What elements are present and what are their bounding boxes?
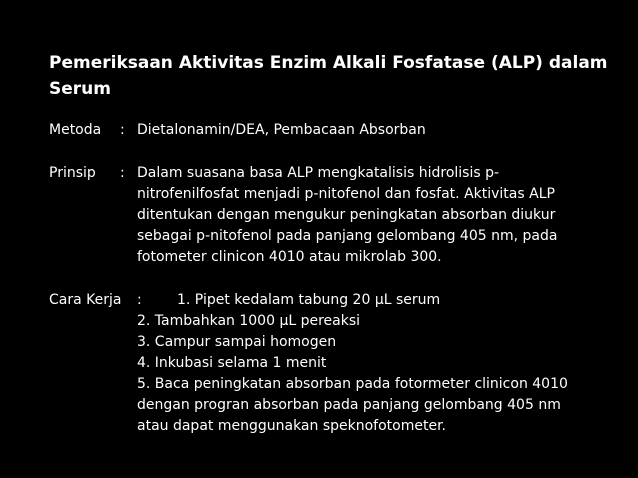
prinsip-line-3: ditentukan dengan mengukur peningkatan absorban diukur	[137, 207, 556, 223]
slide-title	[49, 50, 609, 102]
prinsip-line-2: nitrofenilfosfat menjadi p-nitofenol dan fosfat. Aktivitas ALP	[137, 186, 555, 202]
step-2: 2. Tambahkan 1000 µL pereaksi	[137, 313, 361, 329]
step-1: 1. Pipet kedalam tabung 20 µL serum	[177, 292, 441, 308]
metoda-text: Dietalonamin/DEA, Pembacaan Absorban	[137, 122, 426, 138]
step-5-continued-1: dengan progran absorban pada panjang gelombang 405 nm	[137, 397, 561, 413]
metoda-row	[49, 120, 609, 142]
prinsip-label: Prinsip	[49, 165, 96, 181]
step-4: 4. Inkubasi selama 1 menit	[137, 355, 327, 371]
step-5: 5. Baca peningkatan absorban pada fotormeter clinicon 4010	[137, 376, 568, 392]
cara-kerja-steps	[137, 311, 587, 437]
prinsip-line-5: fotometer clinicon 4010 atau mikrolab 300.	[137, 249, 442, 265]
prinsip-line-4: sebagai p-nitofenol pada panjang gelombang 405 nm, pada	[137, 228, 558, 244]
prinsip-line-1: Dalam suasana basa ALP mengkatalisis hidrolisis p-	[137, 165, 500, 181]
step-5-continued-2: atau dapat menggunakan speknofotometer.	[137, 418, 446, 434]
step-3: 3. Campur sampai homogen	[137, 334, 337, 350]
title-line-1: Pemeriksaan Aktivitas Enzim Alkali Fosfatase (ALP) dalam	[49, 53, 608, 73]
metoda-colon: :	[120, 122, 125, 138]
prinsip-text	[137, 163, 587, 268]
cara-kerja-row	[49, 290, 609, 440]
prinsip-row	[49, 163, 609, 273]
metoda-label: Metoda	[49, 122, 102, 138]
cara-kerja-colon: :	[137, 292, 142, 308]
title-line-2: Serum	[49, 79, 111, 99]
prinsip-colon: :	[120, 165, 125, 181]
cara-kerja-label: Cara Kerja	[49, 292, 122, 308]
